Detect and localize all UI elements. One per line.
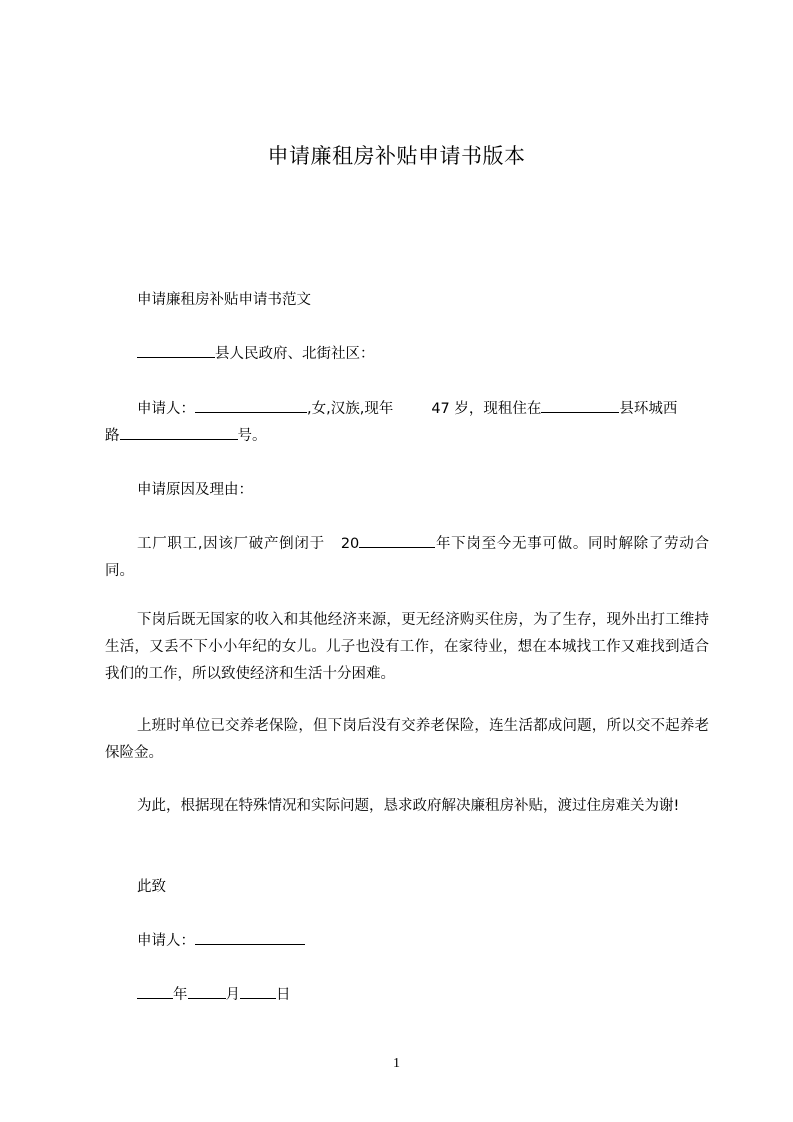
- house-number-blank: [120, 425, 238, 440]
- month-blank: [188, 984, 226, 999]
- date-line: [105, 982, 709, 1009]
- address-line: [105, 341, 709, 368]
- page-number: 1: [393, 1056, 400, 1071]
- day-blank: [240, 984, 276, 999]
- closing-text: 此致: [137, 879, 166, 895]
- day-label: 日: [276, 987, 291, 1003]
- sex-ethnicity-text: ,女,汉族,现年: [307, 401, 394, 417]
- insurance-paragraph: 上班时单位已交养老保险，但下岗后没有交养老保险，连生活都成问题，所以交不起养老保险金。: [105, 718, 709, 761]
- factory-text-2: 年下岗至今无事可做。同时解除了劳动合同。: [105, 536, 710, 579]
- applicant-label: 申请人：: [137, 401, 195, 417]
- month-label: 月: [225, 987, 240, 1003]
- county-blank-2: [541, 398, 619, 413]
- factory-text-1: 工厂职工,因该厂破产倒闭于: [137, 536, 325, 552]
- age-text: 47 岁，现租住在: [431, 401, 542, 417]
- signature-line: [105, 928, 709, 955]
- factory-paragraph: [105, 531, 709, 585]
- signature-label: 申请人：: [137, 933, 195, 949]
- recipient-text: 县人民政府、北街社区：: [215, 346, 375, 362]
- road-prefix-text: 路: [105, 428, 120, 444]
- hardship-paragraph: 下岗后既无国家的收入和其他经济来源，更无经济购买住房，为了生存，现外出打工维持生活，又丢不下小小年纪的女儿。儿子也没有工作，在家待业，想在本城找工作又难找到适合我们的工作，所以致使经济和生活十分困难。: [105, 612, 709, 682]
- document-title: 申请廉租房补贴申请书版本: [267, 144, 526, 168]
- county-blank: [137, 343, 215, 358]
- year-label: 年: [173, 987, 188, 1003]
- city-road-text: 县环城西: [619, 401, 678, 417]
- year-blank: [359, 533, 435, 548]
- year-prefix: 20: [340, 536, 360, 552]
- year-blank-date: [137, 984, 173, 999]
- signature-blank: [195, 930, 305, 945]
- document-subtitle: 申请廉租房补贴申请书范文: [137, 292, 311, 308]
- reason-heading: 申请原因及理由：: [137, 482, 253, 498]
- number-suffix-text: 号。: [237, 428, 267, 444]
- request-paragraph: 为此，根据现在特殊情况和实际问题，恳求政府解决廉租房补贴，渡过住房难关为谢!: [137, 798, 680, 814]
- applicant-intro-paragraph: [105, 396, 709, 450]
- applicant-name-blank: [195, 398, 307, 413]
